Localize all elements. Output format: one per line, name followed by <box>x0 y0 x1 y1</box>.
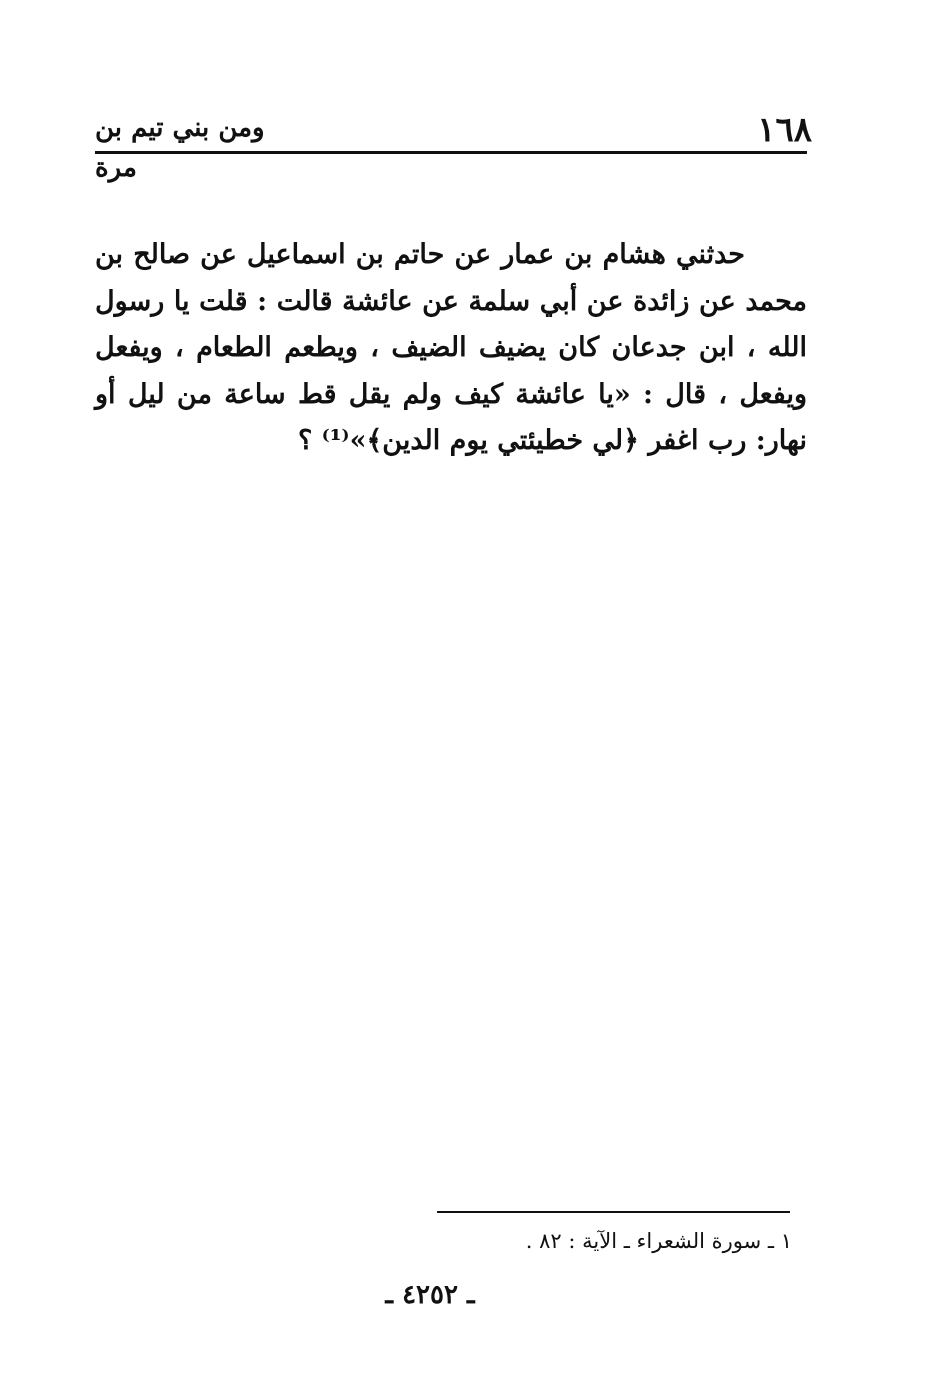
main-text <box>95 232 807 465</box>
running-title: ومن بني تيم بن مرة <box>95 113 265 183</box>
footnote-divider <box>437 1211 790 1213</box>
page-number: ١٦٨ <box>757 110 812 150</box>
footnote: ١ ـ سورة الشعراء ـ الآية : ٨٢ . <box>525 1229 792 1253</box>
header-divider <box>95 151 807 154</box>
hadith-paragraph: حدثني هشام بن عمار عن حاتم بن اسماعيل عن صالح بن محمد عن زائدة عن أبي سلمة عن عائشة قالت : قلت يا رسول الله ، ابن جدعان كان يضيف الضيف ، ويطعم الطعام ، ويفعل ويفعل ، قال : «يا عائشة كيف ولم يقل قط ساعة من ليل أو نهار: رب اغفر ﴿لي خطيئتي يوم الدين﴾»⁽¹⁾ ؟ <box>95 239 807 456</box>
footer-sequence-number: ـ ٤٢٥٢ ـ <box>385 1280 475 1310</box>
